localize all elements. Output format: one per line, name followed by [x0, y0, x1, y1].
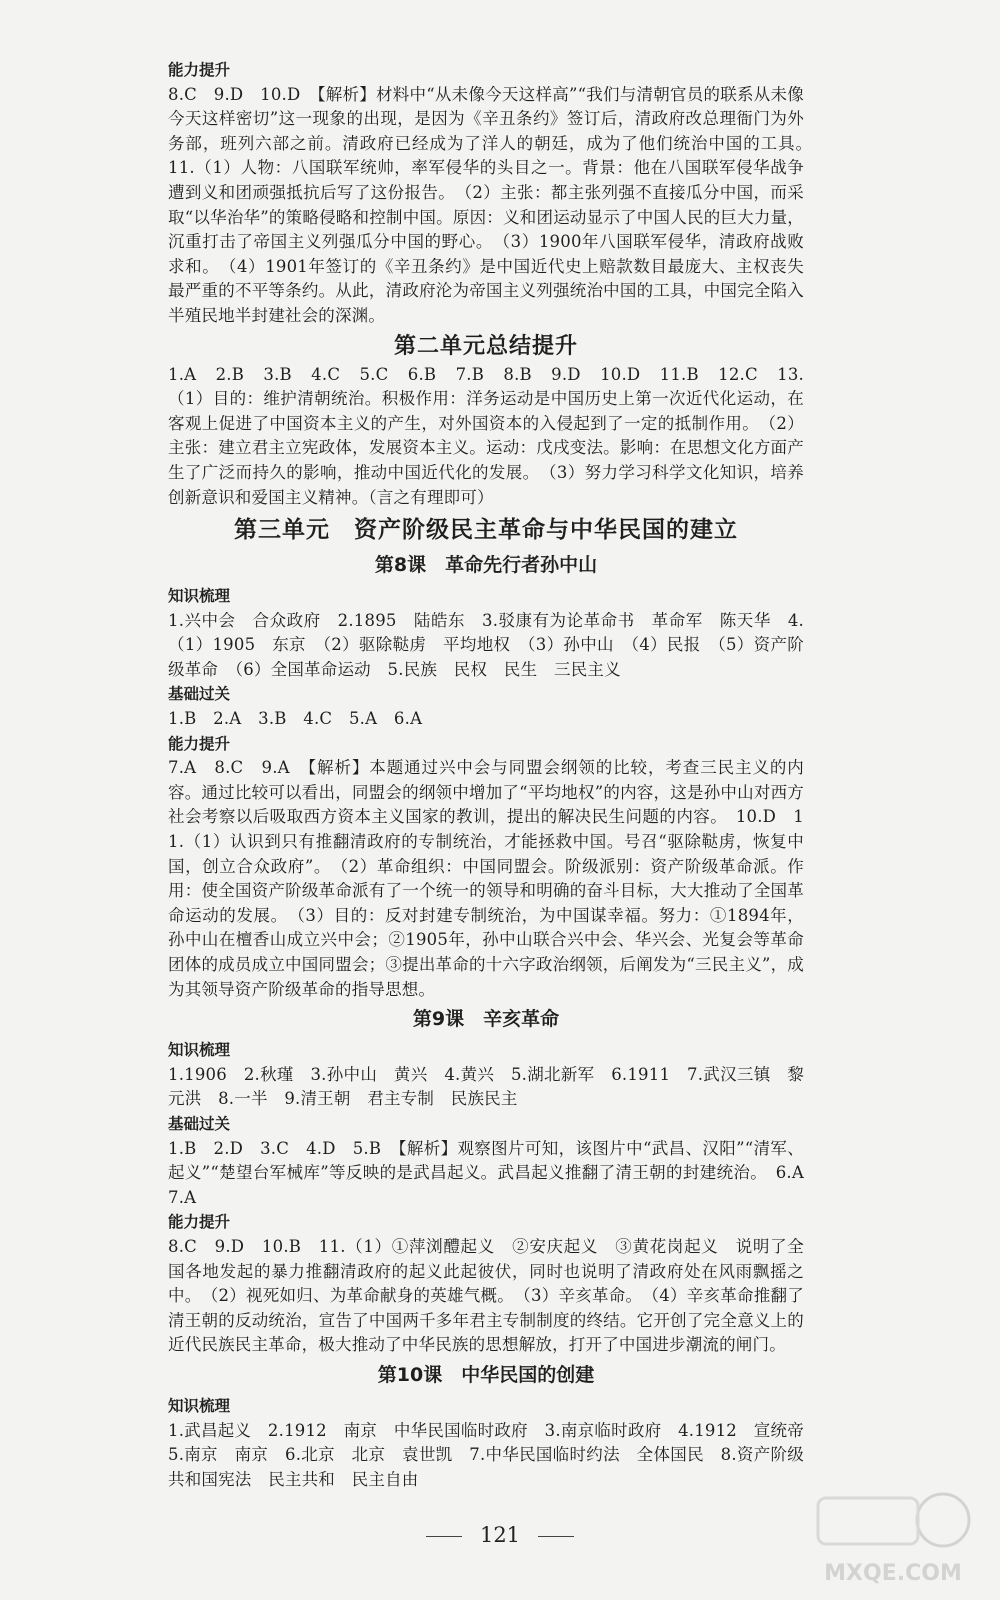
dash-left: [426, 1536, 462, 1537]
answer-paragraph: 1.武昌起义 2.1912 南京 中华民国临时政府 3.南京临时政府 4.1912 宣统帝 5.南京 南京 6.北京 北京 袁世凯 7.中华民国临时约法 全体国民 8.资产阶级共和国宪法 民主共和 民主自由: [168, 1420, 821, 1489]
answer-paragraph: 1.A 2.B 3.B 4.C 5.C 6.B 7.B 8.B 9.D 10.D 11.B 12.C 13.（1）目的：维护清朝统治。积极作用：洋务运动是中国历史上第一次近代化运动，在客观上促进了中国资本主义的产生，对外国资本的入侵起到了一定的抵制作用。 （2）主张：建立君主立宪政体，发展资本主义。运动：戊戌变法。影响：在思想文化方面产生了广泛而持久的影响，推动中国近代化的发展。 （3）努力学习科学文化知识，培养创新意识和爱国主义精神。（言之有理即可）: [168, 364, 804, 507]
answer-paragraph: 8.C 9.D 10.D 【解析】材料中“从未像今天这样高”“我们与清朝官员的联系从未像今天这样密切”这一现象的出现，是因为《辛丑条约》签订后，清政府改总理衙门为外务部，班列六部之前。清政府已经成为了洋人的朝廷，成为了他们统治中国的工具。 11.（1）人物：八国联军统帅，率军侵华的头目之一。背景：他在八国联军侵华战争遭到义和团顽强抵抗后写了这份报告。 （2）主张：都主张列强不直接瓜分中国，而采取“以华治华”的策略侵略和控制中国。原因：义和团运动显示了中国人民的巨大力量，沉重打击了帝国主义列强瓜分中国的野心。 （3）1900年八国联军侵华，清政府战败求和。 （4）1901年签订的《辛丑条约》是中国近代史上赔款数目最庞大、主权丧失最严重的不平等条约。从此，清政府沦为帝国主义列强统治中国的工具，中国完全陷入半殖民地半封建社会的深渊。: [168, 84, 821, 325]
unit2-summary-title: 第二单元总结提升: [393, 332, 578, 359]
unit3-title: 第三单元 资产阶级民主革命与中华民国的建立: [234, 516, 738, 544]
answer-paragraph: 1.B 2.D 3.C 4.D 5.B 【解析】观察图片可知，该图片中“武昌、汉阳”“清军、起义”“楚望台军械库”等反映的是武昌起义。武昌起义推翻了清王朝的封建统治。 6.A 7.A: [168, 1138, 821, 1207]
answer-paragraph: 1.B 2.A 3.B 4.C 5.A 6.A: [168, 709, 423, 729]
section-heading-knowledge: 知识梳理: [168, 1041, 231, 1060]
section-heading-ability: 能力提升: [168, 734, 231, 753]
answer-paragraph: 1.1906 2.秋瑾 3.孙中山 黄兴 4.黄兴 5.湖北新军 6.1911 7.武汉三镇 黎元洪 8.一半 9.清王朝 君主专制 民族民主: [168, 1064, 804, 1109]
answer-page: [168, 58, 821, 1492]
answer-paragraph: 1.兴中会 合众政府 2.1895 陆皓东 3.驳康有为论革命书 革命军 陈天华 4.（1）1905 东京 （2）驱除鞑虏 平均地权 （3）孙中山 （4）民报 （5）资产阶级革命 （6）全国革命运动 5.民族 民权 民生 三民主义: [168, 610, 804, 679]
watermark-text: MXQE.COM: [824, 1561, 962, 1586]
section-heading-ability: 能力提升: [168, 1213, 231, 1232]
lesson8-title: 第8课 革命先行者孙中山: [374, 554, 598, 577]
lesson10-title: 第10课 中华民国的创建: [377, 1363, 595, 1386]
dash-right: [538, 1536, 574, 1537]
section-heading-knowledge: 知识梳理: [168, 1396, 231, 1415]
watermark-logo: [808, 1480, 978, 1590]
page-number-value: 121: [479, 1523, 521, 1547]
section-heading-basic: 基础过关: [168, 1114, 231, 1133]
answer-paragraph: 8.C 9.D 10.B 11.（1）①萍浏醴起义 ②安庆起义 ③黄花岗起义 说明了全国各地发起的暴力推翻清政府的起义此起彼伏，同时也说明了清政府处在风雨飘摇之中。 （2）视死如归、为革命献身的英雄气概。 （3）辛亥革命。 （4）辛亥革命推翻了清王朝的反动统治，宣告了中国两千多年君主专制制度的终结。它开创了完全意义上的近代民族民主革命，极大推动了中华民族的思想解放，打开了中国进步潮流的闸门。: [168, 1236, 804, 1355]
section-heading-basic: 基础过关: [168, 685, 231, 704]
section-heading-ability: 能力提升: [168, 61, 231, 79]
section-heading-knowledge: 知识梳理: [168, 587, 231, 606]
lesson9-title: 第9课 辛亥革命: [412, 1008, 560, 1031]
answer-paragraph: 7.A 8.C 9.A 【解析】本题通过兴中会与同盟会纲领的比较，考查三民主义的内容。通过比较可以看出，同盟会的纲领中增加了“平均地权”的内容，这是孙中山对西方社会考察以后吸取西方资本主义国家的教训，提出的解决民生问题的内容。 10.D 11.（1）认识到只有推翻清政府的专制统治，才能拯救中国。号召“驱除鞑虏，恢复中国，创立合众政府”。 （2）革命组织：中国同盟会。阶级派别：资产阶级革命派。作用：使全国资产阶级革命派有了一个统一的领导和明确的奋斗目标，大大推动了全国革命运动的发展。 （3）目的：反对封建专制统治，为中国谋幸福。努力：①1894年，孙中山在檀香山成立兴中会；②1905年，孙中山联合兴中会、华兴会、光复会等革命团体的成员成立中国同盟会；③提出革命的十六字政治纲领，后阐发为“三民主义”，成为其领导资产阶级革命的指导思想。: [168, 758, 804, 999]
